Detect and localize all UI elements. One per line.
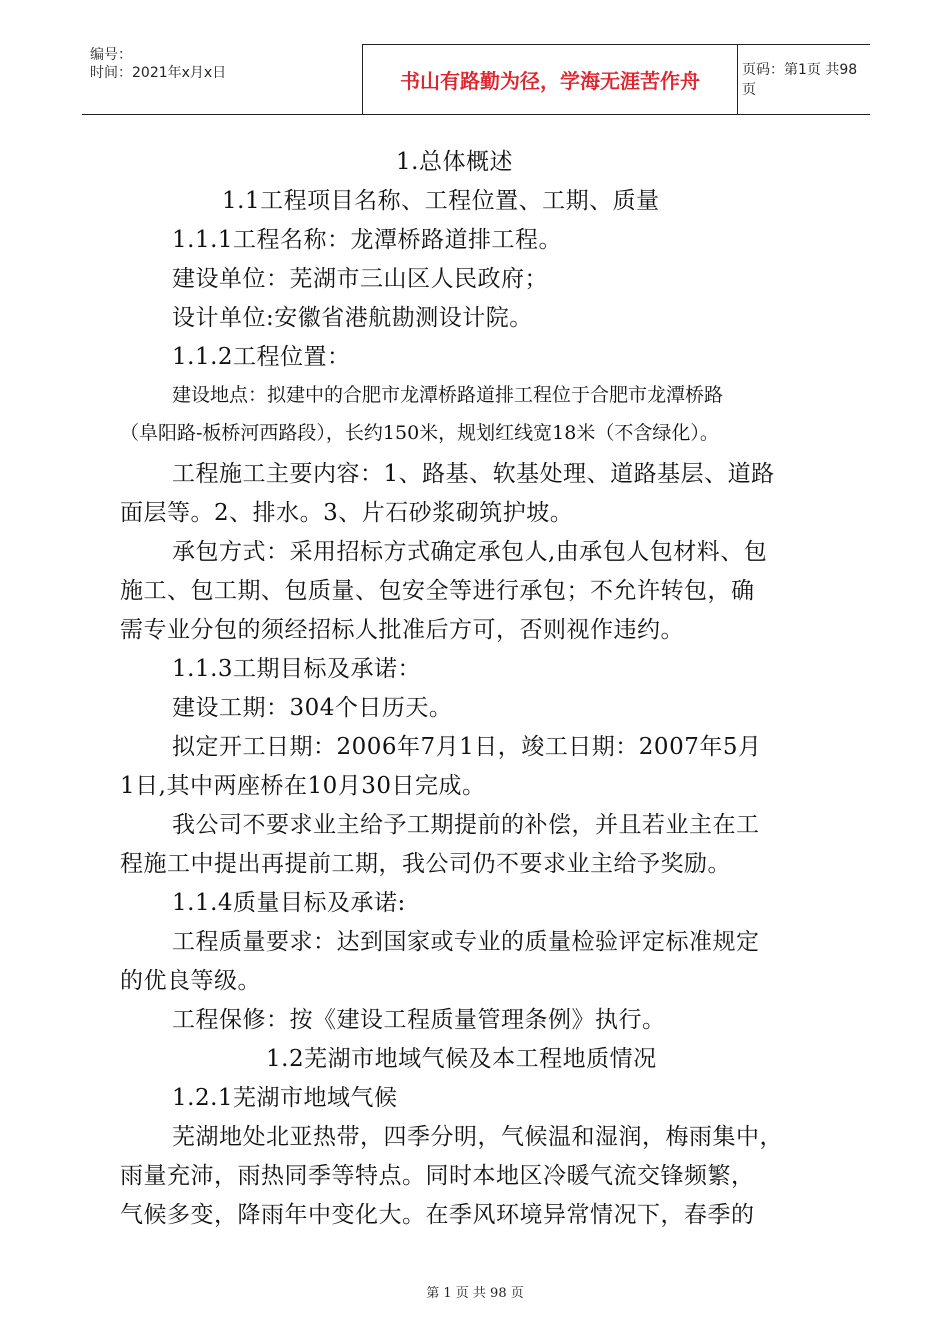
paragraph-line: 雨量充沛，雨热同季等特点。同时本地区冷暖气流交锋频繁， bbox=[120, 1163, 755, 1189]
paragraph-line: 1.1.1工程名称：龙潭桥路道排工程。 bbox=[172, 227, 563, 253]
subsection-heading: 1.2芜湖市地域气候及本工程地质情况 bbox=[266, 1046, 657, 1072]
paragraph-line: 芜湖地处北亚热带，四季分明，气候温和湿润，梅雨集中， bbox=[172, 1124, 783, 1150]
paragraph-line: 的优良等级。 bbox=[120, 968, 261, 994]
paragraph-line: 1.2.1芜湖市地域气候 bbox=[172, 1085, 398, 1111]
paragraph-line: 承包方式：采用招标方式确定承包人,由承包人包材料、包 bbox=[172, 539, 768, 565]
page-header bbox=[82, 44, 870, 115]
paragraph-line: 我公司不要求业主给予工期提前的补偿，并且若业主在工 bbox=[172, 812, 760, 838]
paragraph-line: 工程施工主要内容：1、路基、软基处理、道路基层、道路 bbox=[172, 461, 775, 487]
subsection-heading: 1.1工程项目名称、工程位置、工期、质量 bbox=[222, 188, 660, 214]
paragraph-line: 建设单位：芜湖市三山区人民政府； bbox=[172, 266, 548, 292]
page-footer: 第 1 页 共 98 页 bbox=[426, 1286, 524, 1301]
header-meta bbox=[90, 46, 226, 82]
paragraph-line: 工程保修：按《建设工程质量管理条例》执行。 bbox=[172, 1007, 666, 1033]
paragraph-line: 1.1.3工期目标及承诺： bbox=[172, 656, 422, 682]
paragraph-line: 建设工期：304个日历天。 bbox=[172, 695, 453, 721]
paragraph-line: 程施工中提出再提前工期，我公司仍不要求业主给予奖励。 bbox=[120, 851, 731, 877]
paragraph-line: 1.1.2工程位置： bbox=[172, 344, 351, 370]
paragraph-line: 1.1.4质量目标及承诺: bbox=[172, 890, 406, 916]
header-slogan: 书山有路勤为径，学海无涯苦作舟 bbox=[362, 44, 738, 114]
paragraph-line: （阜阳路-板桥河西路段），长约150米，规划红线宽18米（不含绿化）。 bbox=[120, 422, 719, 444]
paragraph-line: 拟定开工日期：2006年7月1日，竣工日期：2007年5月 bbox=[172, 734, 762, 760]
paragraph-line: 面层等。2、排水。3、片石砂浆砌筑护坡。 bbox=[120, 500, 574, 526]
paragraph-line: 气候多变，降雨年中变化大。在季风环境异常情况下，春季的 bbox=[120, 1202, 755, 1228]
section-heading: 1.总体概述 bbox=[396, 149, 513, 175]
paragraph-line: 需专业分包的须经招标人批准后方可，否则视作违约。 bbox=[120, 617, 684, 643]
header-time: 时间：2021年x月x日 bbox=[90, 65, 227, 81]
header-number: 编号： bbox=[90, 47, 132, 63]
paragraph-line: 建设地点：拟建中的合肥市龙潭桥路道排工程位于合肥市龙潭桥路 bbox=[172, 384, 724, 406]
paragraph-line: 1日,其中两座桥在10月30日完成。 bbox=[120, 773, 486, 799]
paragraph-line: 工程质量要求：达到国家或专业的质量检验评定标准规定 bbox=[172, 929, 760, 955]
paragraph-line: 设计单位:安徽省港航勘测设计院。 bbox=[172, 305, 533, 331]
paragraph-line: 施工、包工期、包质量、包安全等进行承包；不允许转包，确 bbox=[120, 578, 755, 604]
header-page-number: 页码：第1页 共98页 bbox=[742, 62, 858, 98]
